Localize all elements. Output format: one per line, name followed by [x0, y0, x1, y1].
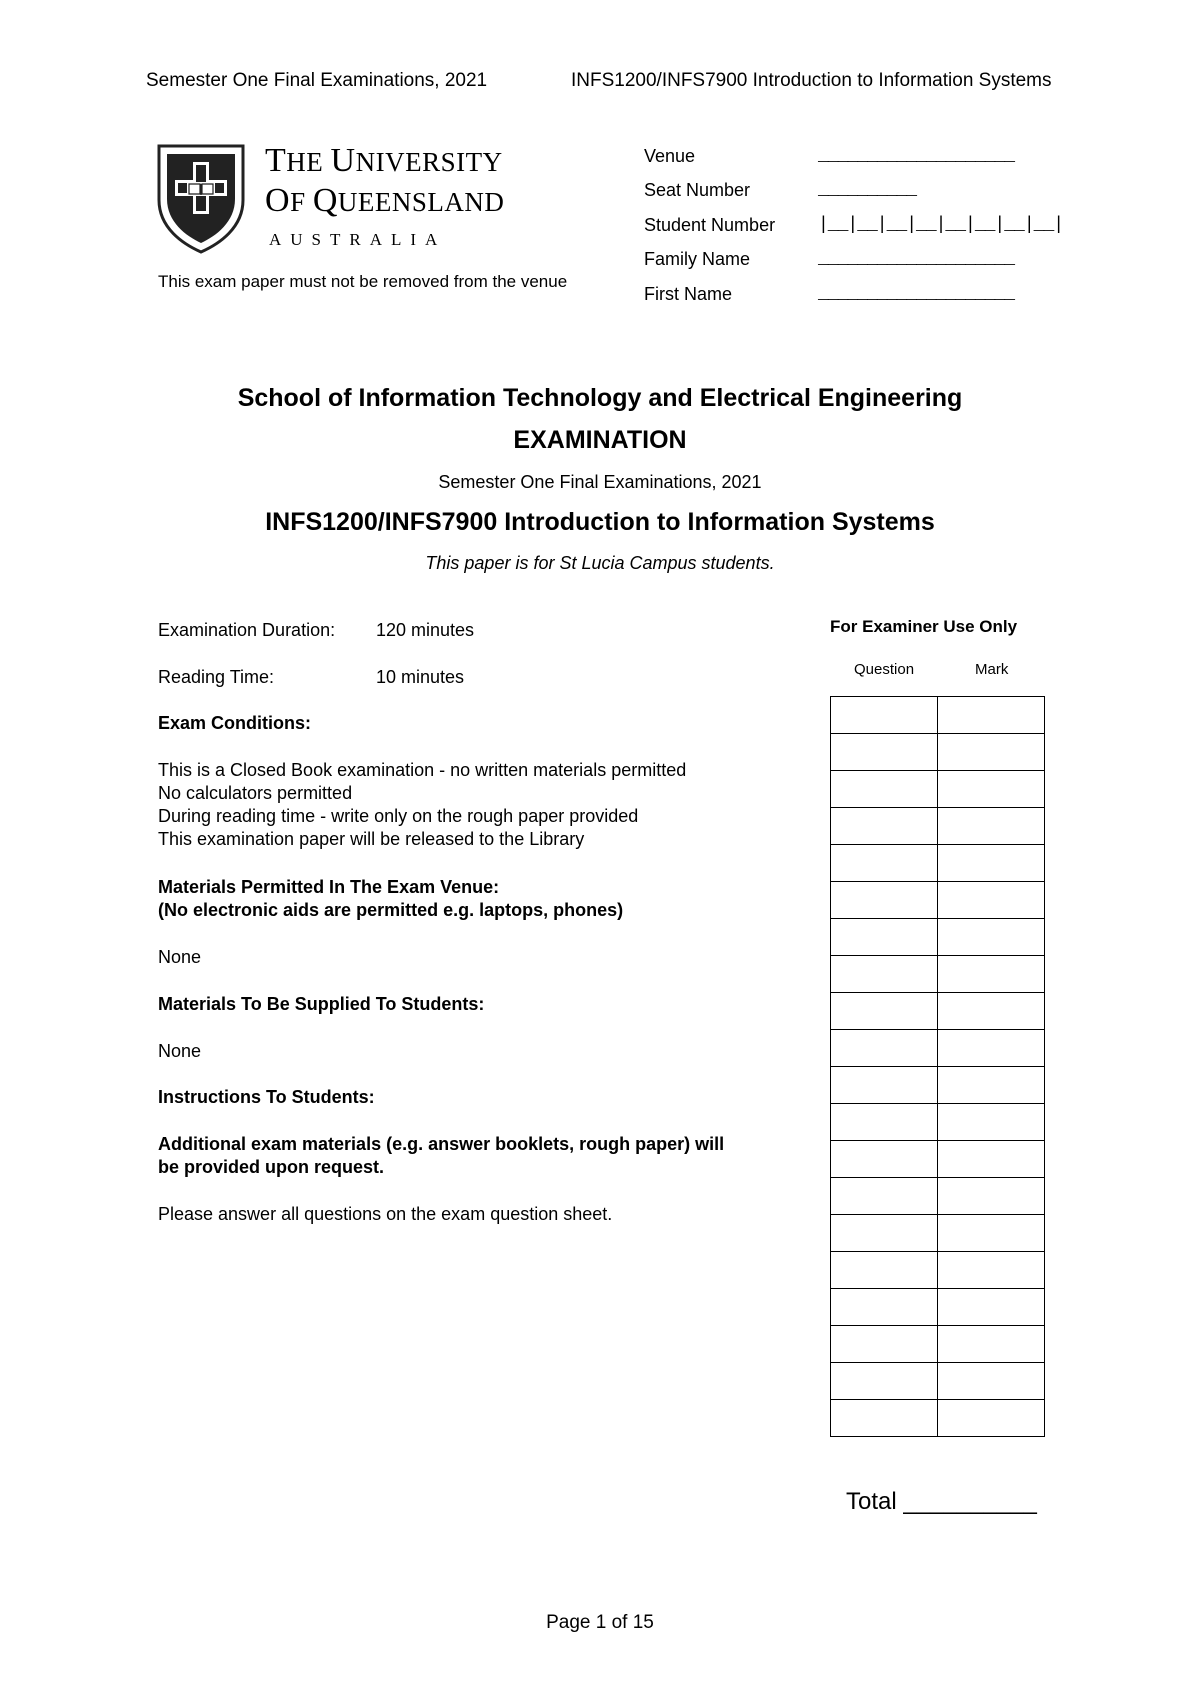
marks-table-row: [831, 1178, 1045, 1215]
duration-value: 120 minutes: [376, 620, 475, 640]
mark-cell[interactable]: [938, 1067, 1045, 1104]
mark-cell[interactable]: [938, 956, 1045, 993]
total-field[interactable]: Total __________: [846, 1488, 1037, 1515]
marks-table-row: [831, 845, 1045, 882]
question-cell[interactable]: [831, 882, 938, 919]
mark-cell[interactable]: [938, 771, 1045, 808]
mark-cell[interactable]: [938, 882, 1045, 919]
question-cell[interactable]: [831, 1104, 938, 1141]
question-cell[interactable]: [831, 697, 938, 734]
school-title: School of Information Technology and Electrical Engineering: [237, 384, 963, 412]
duration-label: Examination Duration:: [158, 620, 336, 640]
question-cell[interactable]: [831, 1252, 938, 1289]
question-cell[interactable]: [831, 956, 938, 993]
question-cell[interactable]: [831, 1326, 938, 1363]
mark-column-header: Mark: [975, 661, 1009, 678]
question-cell[interactable]: [831, 808, 938, 845]
materials-supplied-value: None: [158, 1041, 202, 1061]
materials-venue-subheading: (No electronic aids are permitted e.g. laptops, phones): [158, 900, 624, 920]
course-title: INFS1200/INFS7900 Introduction to Information Systems: [265, 508, 935, 536]
mark-cell[interactable]: [938, 1326, 1045, 1363]
first-name-label: First Name: [644, 284, 733, 304]
exam-title: EXAMINATION: [513, 426, 687, 454]
condition-line: This examination paper will be released to the Library: [158, 829, 585, 849]
instructions-bold-line: be provided upon request.: [158, 1157, 385, 1177]
marks-table-row: [831, 956, 1045, 993]
question-cell[interactable]: [831, 1141, 938, 1178]
marks-table-row: [831, 1030, 1045, 1067]
marks-table-row: [831, 734, 1045, 771]
materials-venue-value: None: [158, 947, 202, 967]
instructions-bold-line: Additional exam materials (e.g. answer booklets, rough paper) will: [158, 1134, 725, 1154]
marks-table-row: [831, 808, 1045, 845]
marks-table-row: [831, 993, 1045, 1030]
reading-time-value: 10 minutes: [376, 667, 465, 687]
marks-table-row: [831, 1289, 1045, 1326]
mark-cell[interactable]: [938, 1178, 1045, 1215]
seat-number-field[interactable]: __________: [818, 180, 917, 200]
seat-number-label: Seat Number: [644, 180, 751, 200]
mark-cell[interactable]: [938, 1030, 1045, 1067]
mark-cell[interactable]: [938, 808, 1045, 845]
question-cell[interactable]: [831, 1178, 938, 1215]
instructions-heading: Instructions To Students:: [158, 1087, 375, 1107]
semester-subtitle: Semester One Final Examinations, 2021: [438, 472, 762, 492]
mark-cell[interactable]: [938, 919, 1045, 956]
materials-supplied-heading: Materials To Be Supplied To Students:: [158, 994, 485, 1014]
question-cell[interactable]: [831, 1067, 938, 1104]
student-number-label: Student Number: [644, 215, 776, 235]
question-cell[interactable]: [831, 993, 938, 1030]
mark-cell[interactable]: [938, 1400, 1045, 1437]
materials-venue-heading: Materials Permitted In The Exam Venue:: [158, 877, 500, 897]
mark-cell[interactable]: [938, 1289, 1045, 1326]
question-cell[interactable]: [831, 1400, 938, 1437]
running-header-right: INFS1200/INFS7900 Introduction to Information Systems: [571, 70, 1052, 91]
student-number-field[interactable]: |__|__|__|__|__|__|__|__|: [818, 215, 1064, 235]
venue-label: Venue: [644, 146, 696, 166]
logo-line-2: OF QUEENSLAND: [265, 182, 505, 219]
question-cell[interactable]: [831, 845, 938, 882]
mark-cell[interactable]: [938, 845, 1045, 882]
logo-line-3: AUSTRALIA: [269, 230, 447, 249]
marks-table-row: [831, 1400, 1045, 1437]
marks-table-row: [831, 697, 1045, 734]
question-cell[interactable]: [831, 1289, 938, 1326]
question-cell[interactable]: [831, 734, 938, 771]
marks-table-row: [831, 1252, 1045, 1289]
question-cell[interactable]: [831, 1030, 938, 1067]
marks-table-row: [831, 919, 1045, 956]
first-name-field[interactable]: ____________________: [818, 284, 1015, 304]
mark-cell[interactable]: [938, 734, 1045, 771]
marks-table-row: [831, 1067, 1045, 1104]
condition-line: This is a Closed Book examination - no written materials permitted: [158, 760, 687, 780]
question-cell[interactable]: [831, 919, 938, 956]
marks-table-row: [831, 1215, 1045, 1252]
running-header-left: Semester One Final Examinations, 2021: [146, 70, 488, 91]
exam-conditions-heading: Exam Conditions:: [158, 713, 312, 733]
instructions-text: Please answer all questions on the exam question sheet.: [158, 1204, 613, 1224]
mark-cell[interactable]: [938, 1104, 1045, 1141]
mark-cell[interactable]: [938, 697, 1045, 734]
condition-line: During reading time - write only on the rough paper provided: [158, 806, 639, 826]
mark-cell[interactable]: [938, 1252, 1045, 1289]
venue-field[interactable]: ____________________: [818, 146, 1015, 166]
mark-cell[interactable]: [938, 1141, 1045, 1178]
reading-time-label: Reading Time:: [158, 667, 275, 687]
question-column-header: Question: [854, 661, 915, 678]
mark-cell[interactable]: [938, 1215, 1045, 1252]
marks-table-row: [831, 1326, 1045, 1363]
marks-table-row: [831, 771, 1045, 808]
marks-table-row: [831, 1141, 1045, 1178]
logo-line-1: THE UNIVERSITY: [265, 142, 503, 179]
question-cell[interactable]: [831, 771, 938, 808]
marks-table-row: [831, 1104, 1045, 1141]
mark-cell[interactable]: [938, 1363, 1045, 1400]
question-cell[interactable]: [831, 1363, 938, 1400]
condition-line: No calculators permitted: [158, 783, 353, 803]
family-name-label: Family Name: [644, 249, 751, 269]
crest-shield-icon: [155, 142, 247, 254]
family-name-field[interactable]: ____________________: [818, 249, 1015, 269]
examiner-use-title: For Examiner Use Only: [830, 617, 1018, 636]
campus-note: This paper is for St Lucia Campus students.: [425, 553, 775, 573]
removal-notice: This exam paper must not be removed from the venue: [158, 272, 568, 291]
page-number: Page 1 of 15: [546, 1612, 654, 1633]
marks-table-row: [831, 1363, 1045, 1400]
marks-table: [830, 696, 1045, 1437]
university-logo: [155, 142, 575, 254]
question-cell[interactable]: [831, 1215, 938, 1252]
mark-cell[interactable]: [938, 993, 1045, 1030]
marks-table-row: [831, 882, 1045, 919]
